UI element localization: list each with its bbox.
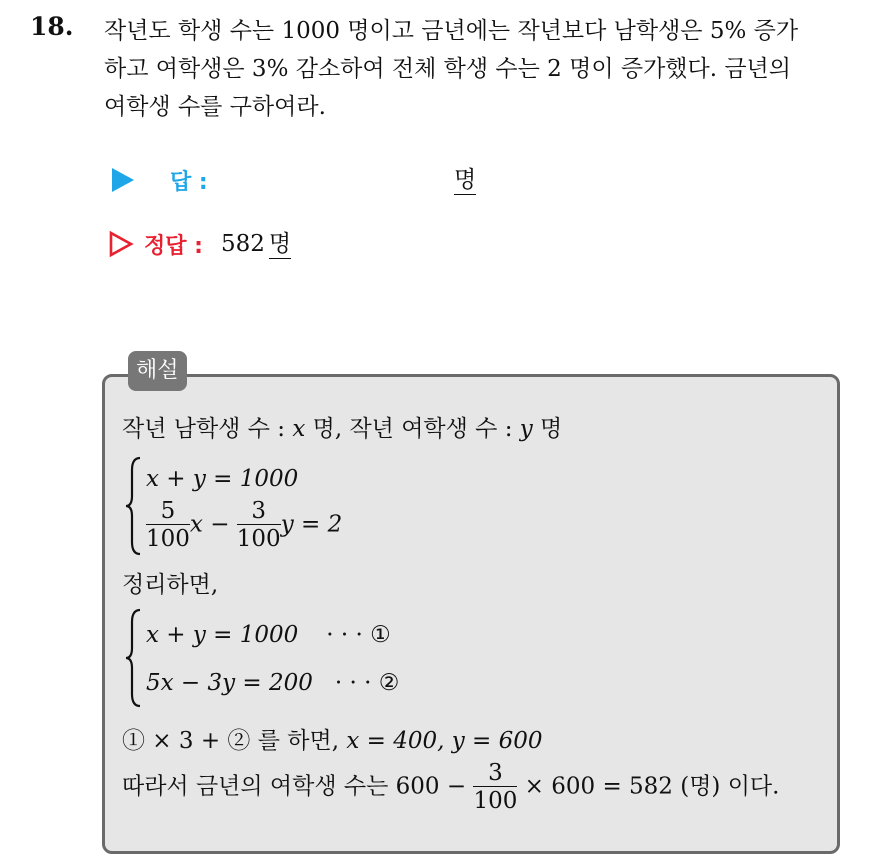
question-number: 18. bbox=[30, 12, 74, 41]
question-line-1: 작년도 학생 수는 1000 명이고 금년에는 작년보다 남학생은 5% 증가 bbox=[104, 18, 799, 44]
question-line-3: 여학생 수를 구하여라. bbox=[104, 94, 326, 120]
intro-text-b: 명, 작년 여학생 수 : bbox=[305, 416, 520, 442]
fraction-3-over-100: $\frac{3}{100}$ bbox=[236, 498, 281, 552]
answer-unit[interactable]: 명 bbox=[454, 166, 477, 193]
play-icon bbox=[112, 168, 134, 192]
system1-equation-2: $\frac{5}{100}$ x − $\frac{3}{100}$ y = 2 bbox=[146, 498, 343, 552]
question-text bbox=[104, 12, 864, 126]
organize-text: 정리하면, bbox=[122, 572, 219, 598]
intro-text-c: 명 bbox=[532, 416, 563, 442]
answer-label: 답 : bbox=[170, 169, 208, 195]
intro-var-x: x bbox=[292, 416, 306, 442]
outline-play-icon bbox=[108, 230, 134, 258]
left-brace-icon-2 bbox=[124, 608, 144, 708]
system2-equation-1: x + y = 1000 · · · ① bbox=[146, 622, 391, 648]
system2-equation-2: 5x − 3y = 200 · · · ② bbox=[146, 670, 400, 696]
explanation-tag: 해설 bbox=[128, 351, 187, 391]
intro-text-a: 작년 남학생 수 : bbox=[122, 416, 293, 442]
fraction-5-over-100: $\frac{5}{100}$ bbox=[146, 498, 190, 552]
question-line-2: 하고 여학생은 3% 감소하여 전체 학생 수는 2 명이 증가했다. 금년의 bbox=[104, 56, 791, 82]
system1-equation-1: x + y = 1000 bbox=[146, 466, 299, 492]
combine-line: ① × 3 + ② 를 하면, x = 400, y = 600 bbox=[122, 728, 543, 754]
intro-var-y: y bbox=[519, 416, 533, 442]
left-brace-icon bbox=[124, 456, 144, 556]
correct-answer-label: 정답 : bbox=[144, 233, 203, 259]
correct-answer-row bbox=[108, 224, 291, 264]
fraction-final-3-over-100: $\frac{3}{100}$ bbox=[473, 760, 518, 814]
explanation-intro bbox=[122, 410, 562, 443]
correct-answer-unit: 명 bbox=[268, 230, 292, 257]
final-line: 따라서 금년의 여학생 수는 600 − $\frac{3}{100}$ × 600 = 582 (명) 이다. bbox=[122, 760, 780, 814]
correct-answer-value: 582 bbox=[220, 231, 265, 257]
answer-row bbox=[108, 160, 528, 200]
